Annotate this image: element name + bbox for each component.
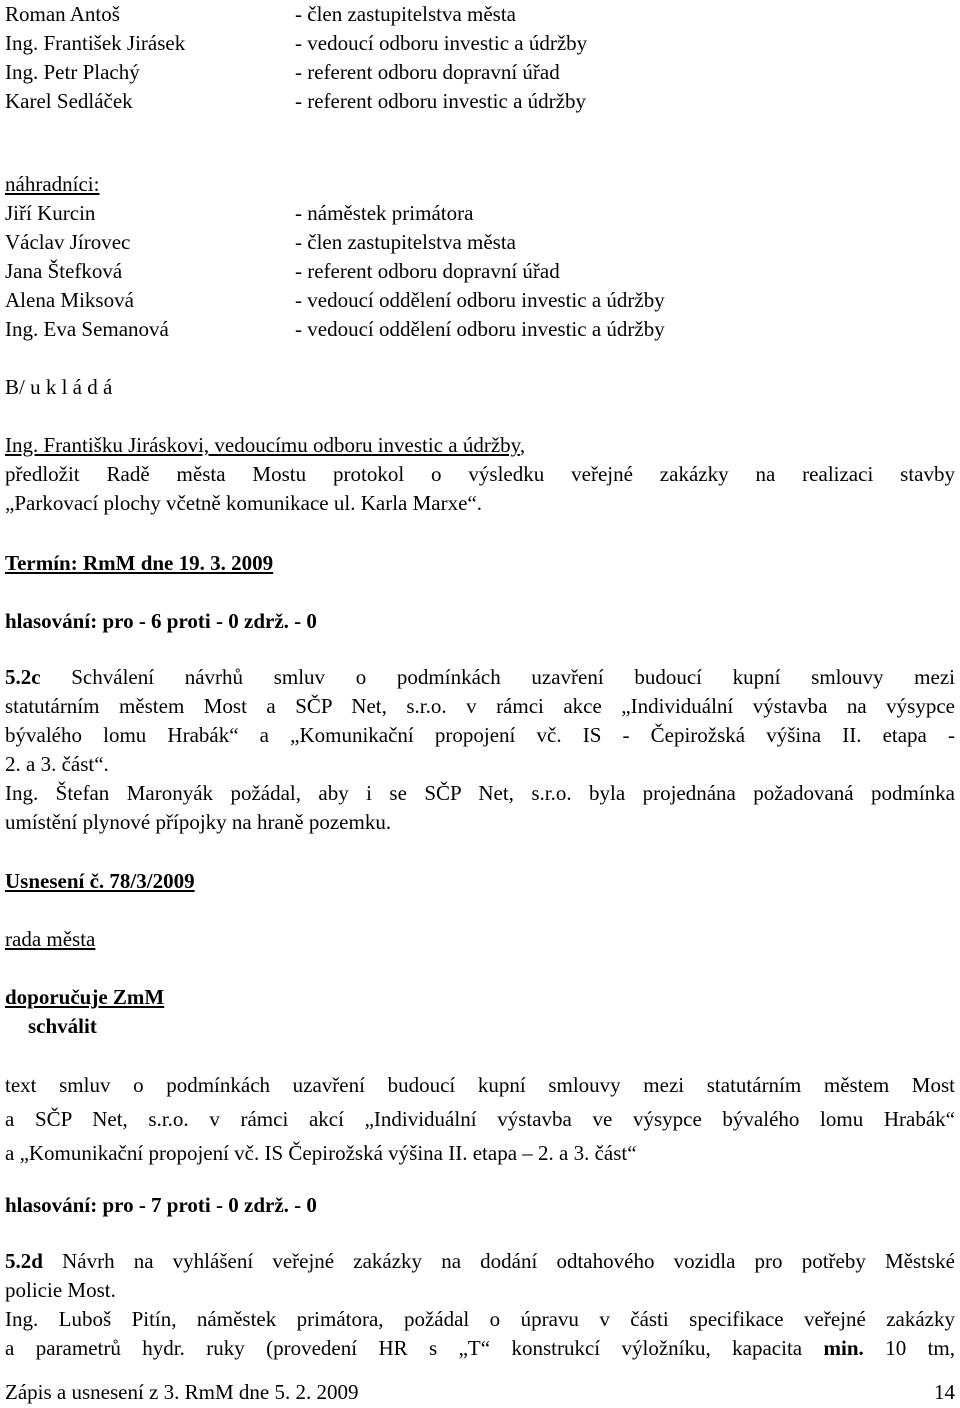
task-line: předložit Radě města Mostu protokol o výsledku veřejné zakázky na realizaci stavby <box>5 462 955 486</box>
task-line: „Parkovací plochy včetně komunikace ul. Karla Marxe“. <box>5 491 482 515</box>
note-bold: min. <box>823 1336 864 1360</box>
members-list <box>5 0 955 116</box>
member-name: Roman Antoš <box>5 2 120 26</box>
substitute-role: - vedoucí oddělení odboru investic a údržby <box>295 288 665 312</box>
item-title-line <box>5 1247 955 1276</box>
item-title-line: policie Most. <box>5 1278 116 1302</box>
substitute-role: - vedoucí oddělení odboru investic a údržby <box>295 317 665 341</box>
page-footer <box>5 1378 955 1407</box>
member-row <box>5 58 955 87</box>
member-role: - referent odboru investic a údržby <box>295 89 586 113</box>
vote-result: hlasování: pro - 7 proti - 0 zdrž. - 0 <box>5 1193 317 1217</box>
item-note-line: umístění plynové přípojky na hraně pozemku. <box>5 810 392 834</box>
member-row <box>5 87 955 116</box>
substitute-row <box>5 315 955 344</box>
member-name: Ing. František Jirásek <box>5 31 186 55</box>
substitute-name: Jiří Kurcin <box>5 201 96 225</box>
substitute-name: Ing. Eva Semanová <box>5 317 169 341</box>
resolution-line: a „Komunikační propojení vč. IS Čepirožská výšina II. etapa – 2. a 3. část“ <box>5 1141 637 1165</box>
item-number: 5.2c <box>5 665 41 689</box>
footer-title: Zápis a usnesení z 3. RmM dne 5. 2. 2009 <box>5 1380 359 1404</box>
council-label: rada města <box>5 927 96 951</box>
item-note-line: Ing. Luboš Pitín, náměstek primátora, požádal o úpravu v části specifikace veřejné zakázky <box>5 1307 955 1331</box>
member-name: Karel Sedláček <box>5 89 133 113</box>
substitute-role: - referent odboru dopravní úřad <box>295 259 560 283</box>
item-title-line <box>5 663 955 692</box>
member-row <box>5 0 955 29</box>
substitute-row <box>5 286 955 315</box>
substitutes-heading: náhradníci: <box>5 172 100 196</box>
approve-label: schválit <box>28 1014 97 1038</box>
substitute-name: Alena Miksová <box>5 288 134 312</box>
agenda-item-5-2d <box>5 1247 955 1363</box>
substitute-row <box>5 228 955 257</box>
item-title: Návrh na vyhlášení veřejné zakázky na dodání odtahového vozidla pro potřeby Městské <box>42 1249 955 1273</box>
member-role: - referent odboru dopravní úřad <box>295 60 560 84</box>
item-title: Schválení návrhů smluv o podmínkách uzavření budoucí kupní smlouvy mezi <box>40 665 955 689</box>
item-note-line: Ing. Štefan Maronyák požádal, aby i se SČP Net, s.r.o. byla projednána požadovaná podmínka <box>5 781 955 805</box>
assignee-suffix: , <box>519 433 526 457</box>
page-number: 14 <box>934 1380 955 1404</box>
item-title-line: bývalého lomu Hrabák“ a „Komunikační propojení vč. IS - Čepirožská výšina II. etapa - <box>5 723 955 747</box>
uklada-heading: B/ u k l á d á <box>5 375 113 399</box>
substitute-name: Jana Štefková <box>5 259 123 283</box>
substitute-role: - člen zastupitelstva města <box>295 230 517 254</box>
substitute-role: - náměstek primátora <box>295 201 474 225</box>
member-role: - člen zastupitelstva města <box>295 2 517 26</box>
item-note-line <box>5 1334 955 1363</box>
resolution-text <box>5 1068 955 1170</box>
assignee-line <box>5 431 955 460</box>
member-name: Ing. Petr Plachý <box>5 60 140 84</box>
item-title-line: statutárním městem Most a SČP Net, s.r.o. v rámci akce „Individuální výstavba na výsypce <box>5 694 955 718</box>
substitute-row <box>5 257 955 286</box>
task-paragraph <box>5 431 955 518</box>
agenda-item-5-2c <box>5 663 955 837</box>
member-row <box>5 29 955 58</box>
recommends-label: doporučuje ZmM <box>5 985 165 1009</box>
resolution-line: a SČP Net, s.r.o. v rámci akcí „Individuální výstavba ve výsypce bývalého lomu Hrabák“ <box>5 1107 955 1131</box>
vote-result: hlasování: pro - 6 proti - 0 zdrž. - 0 <box>5 609 317 633</box>
item-number: 5.2d <box>5 1249 43 1273</box>
substitutes-list <box>5 170 955 344</box>
resolution-line: text smluv o podmínkách uzavření budoucí kupní smlouvy mezi statutárním městem Most <box>5 1073 955 1097</box>
note-text: a parametrů hydr. ruky (provedení HR s „T“ konstrukcí výložníku, kapacita <box>5 1336 824 1360</box>
member-role: - vedoucí odboru investic a údržby <box>295 31 588 55</box>
deadline: Termín: RmM dne 19. 3. 2009 <box>5 551 274 575</box>
substitute-row <box>5 199 955 228</box>
note-tail: 10 tm, <box>863 1336 956 1360</box>
substitute-name: Václav Jírovec <box>5 230 131 254</box>
resolution-number: Usnesení č. 78/3/2009 <box>5 869 195 893</box>
assignee: Ing. Františku Jiráskovi, vedoucímu odboru investic a údržby <box>5 433 520 457</box>
item-title-line: 2. a 3. část“. <box>5 752 109 776</box>
